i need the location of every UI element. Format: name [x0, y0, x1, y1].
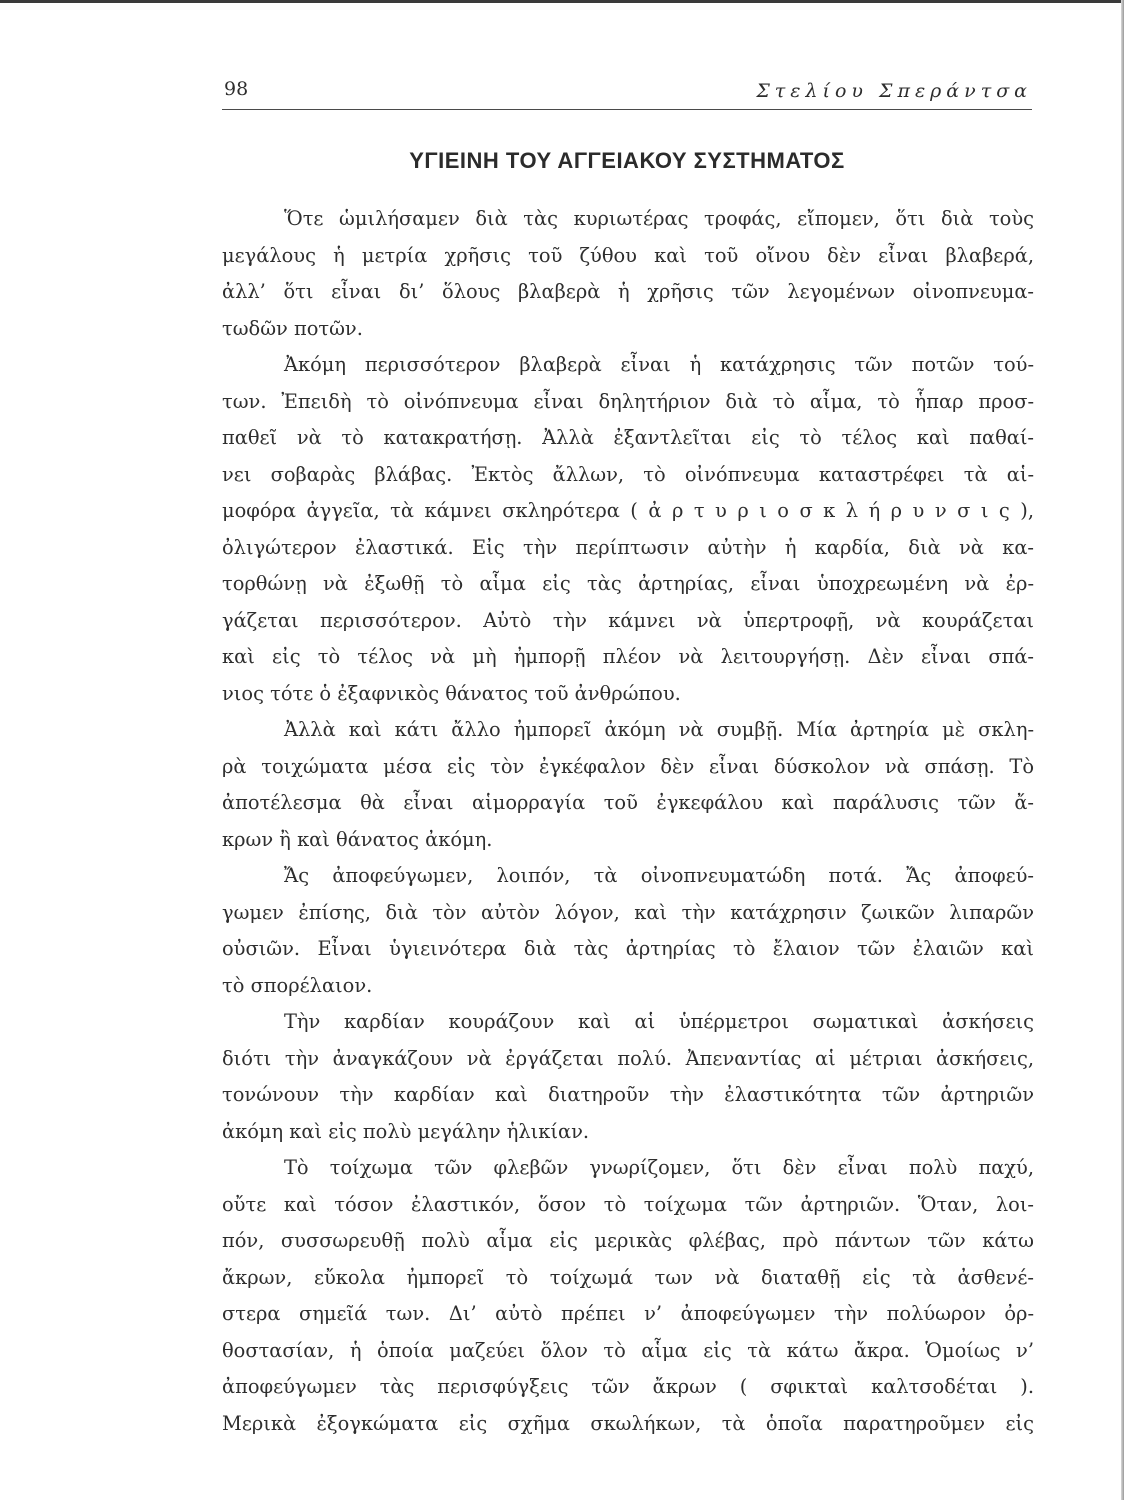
text-line: ἀποφεύγωμεν τὰς περισφύγξεις τῶν ἄκρων ( σφικταὶ καλτσοδέται ).: [222, 1375, 1034, 1398]
text-line: γάζεται περισσότερον. Αὐτὸ τὴν κάμνει νὰ ὑπερτροφῇ, νὰ κουράζεται: [222, 608, 1034, 632]
header-rule: [222, 109, 1032, 110]
text-line: Τὸ τοίχωμα τῶν φλεβῶν γνωρίζομεν, ὅτι δὲν εἶναι πολὺ παχύ,: [284, 1156, 1034, 1179]
text-line: ἀλλ’ ὅτι εἶναι δι’ ὅλους βλαβερὰ ἡ χρῆσις τῶν λεγομένων οἰνοπνευμα-: [222, 280, 1034, 303]
page-number: 98: [224, 78, 249, 100]
text-line: στερα σημεῖά των. Δι’ αὐτὸ πρέπει ν’ ἀποφεύγωμεν τὴν πολύωρον ὀρ-: [222, 1302, 1034, 1325]
scan-edge-top: [0, 0, 1124, 3]
text-line: μεγάλους ἡ μετρία χρῆσις τοῦ ζύθου καὶ τοῦ οἴνου δὲν εἶναι βλαβερά,: [222, 243, 1034, 267]
text-line: τὸ σπορέλαιον.: [222, 973, 373, 997]
text-line: μοφόρα ἀγγεῖα, τὰ κάμνει σκληρότερα ( ἀ ρ τ υ ρ ι ο σ κ λ ή ρ υ ν σ ι ς ),: [222, 499, 1034, 522]
text-line: Ἀλλὰ καὶ κάτι ἄλλο ἠμπορεῖ ἀκόμη νὰ συμβῇ. Μία ἀρτηρία μὲ σκλη-: [284, 718, 1034, 741]
text-line: τονώνουν τὴν καρδίαν καὶ διατηροῦν τὴν ἐλαστικότητα τῶν ἀρτηριῶν: [222, 1083, 1034, 1106]
body-text: [222, 201, 1034, 1442]
text-line: οὐσιῶν. Εἶναι ὑγιεινότερα διὰ τὰς ἀρτηρίας τὸ ἔλαιον τῶν ἐλαιῶν καὶ: [222, 937, 1034, 960]
text-line: γωμεν ἐπίσης, διὰ τὸν αὐτὸν λόγον, καὶ τὴν κατάχρησιν ζωικῶν λιπαρῶν: [222, 900, 1034, 924]
text-line: νει σοβαρὰς βλάβας. Ἐκτὸς ἄλλων, τὸ οἰνόπνευμα καταστρέφει τὰ αἱ-: [222, 462, 1034, 486]
text-line: νιος τότε ὁ ἐξαφνικὸς θάνατος τοῦ ἀνθρώπου.: [222, 681, 681, 705]
text-line: τορθώνῃ νὰ ἐξωθῇ τὸ αἷμα εἰς τὰς ἀρτηρίας, εἶναι ὑποχρεωμένη νὰ ἐρ-: [222, 572, 1034, 595]
text-line: ἀποτέλεσμα θὰ εἶναι αἱμορραγία τοῦ ἐγκεφάλου καὶ παράλυσις τῶν ἄ-: [222, 791, 1034, 814]
text-line: Τὴν καρδίαν κουράζουν καὶ αἱ ὑπέρμετροι σωματικαὶ ἀσκήσεις: [284, 1010, 1034, 1033]
section-title: ΥΓΙΕΙΝΗ ΤΟΥ ΑΓΓΕΙΑΚΟΥ ΣΥΣΤΗΜΑΤΟΣ: [409, 148, 845, 173]
paragraph: [222, 347, 1034, 712]
text-line: πόν, συσσωρευθῇ πολὺ αἷμα εἰς μερικὰς φλέβας, πρὸ πάντων τῶν κάτω: [222, 1229, 1034, 1252]
text-line: ρὰ τοιχώματα μέσα εἰς τὸν ἐγκέφαλον δὲν εἶναι δύσκολον νὰ σπάσῃ. Τὸ: [222, 754, 1034, 778]
text-line: ἀκόμη καὶ εἰς πολὺ μεγάλην ἡλικίαν.: [222, 1119, 590, 1143]
paragraph: [222, 858, 1034, 1004]
paragraph: [222, 1004, 1034, 1150]
text-line: οὔτε καὶ τόσον ἐλαστικόν, ὅσον τὸ τοίχωμα τῶν ἀρτηριῶν. Ὅταν, λοι-: [222, 1192, 1034, 1216]
text-line: Μερικὰ ἐξογκώματα εἰς σχῆμα σκωλήκων, τὰ ὁποῖα παρατηροῦμεν εἰς: [222, 1411, 1034, 1435]
text-line: Ὅτε ὡμιλήσαμεν διὰ τὰς κυριωτέρας τροφάς, εἴπομεν, ὅτι διὰ τοὺς: [284, 207, 1034, 230]
text-line: καὶ εἰς τὸ τέλος νὰ μὴ ἠμπορῇ πλέον νὰ λειτουργήσῃ. Δὲν εἶναι σπά-: [222, 645, 1034, 668]
text-line: ὀλιγώτερον ἐλαστικά. Εἰς τὴν περίπτωσιν αὐτὴν ἡ καρδία, διὰ νὰ κα-: [222, 535, 1034, 559]
text-line: ἄκρων, εὔκολα ἠμπορεῖ τὸ τοίχωμά των νὰ διαταθῇ εἰς τὰ ἀσθενέ-: [222, 1265, 1034, 1289]
text-line: θοστασίαν, ἡ ὁποία μαζεύει ὅλον τὸ αἷμα εἰς τὰ κάτω ἄκρα. Ὁμοίως ν’: [222, 1338, 1034, 1362]
running-head-author: Στελίου Σπεράντσα: [756, 80, 1032, 102]
paragraph: [222, 201, 1034, 347]
paragraph: [222, 712, 1034, 858]
page-header: [222, 72, 1034, 108]
text-line: τωδῶν ποτῶν.: [222, 316, 363, 340]
text-line: διότι τὴν ἀναγκάζουν νὰ ἐργάζεται πολύ. Ἀπεναντίας αἱ μέτριαι ἀσκήσεις,: [222, 1046, 1034, 1070]
text-line: των. Ἐπειδὴ τὸ οἰνόπνευμα εἶναι δηλητήριον διὰ τὸ αἷμα, τὸ ἧπαρ προσ-: [222, 389, 1034, 413]
text-line: Ἀκόμη περισσότερον βλαβερὰ εἶναι ἡ κατάχρησις τῶν ποτῶν τού-: [284, 353, 1034, 376]
paragraph: [222, 1150, 1034, 1442]
text-line: παθεῖ νὰ τὸ κατακρατήσῃ. Ἀλλὰ ἐξαντλεῖται εἰς τὸ τέλος καὶ παθαί-: [222, 426, 1034, 449]
text-line: κρων ἢ καὶ θάνατος ἀκόμη.: [222, 827, 493, 851]
text-line: Ἄς ἀποφεύγωμεν, λοιπόν, τὰ οἰνοπνευματώδη ποτά. Ἄς ἀποφεύ-: [284, 864, 1034, 887]
